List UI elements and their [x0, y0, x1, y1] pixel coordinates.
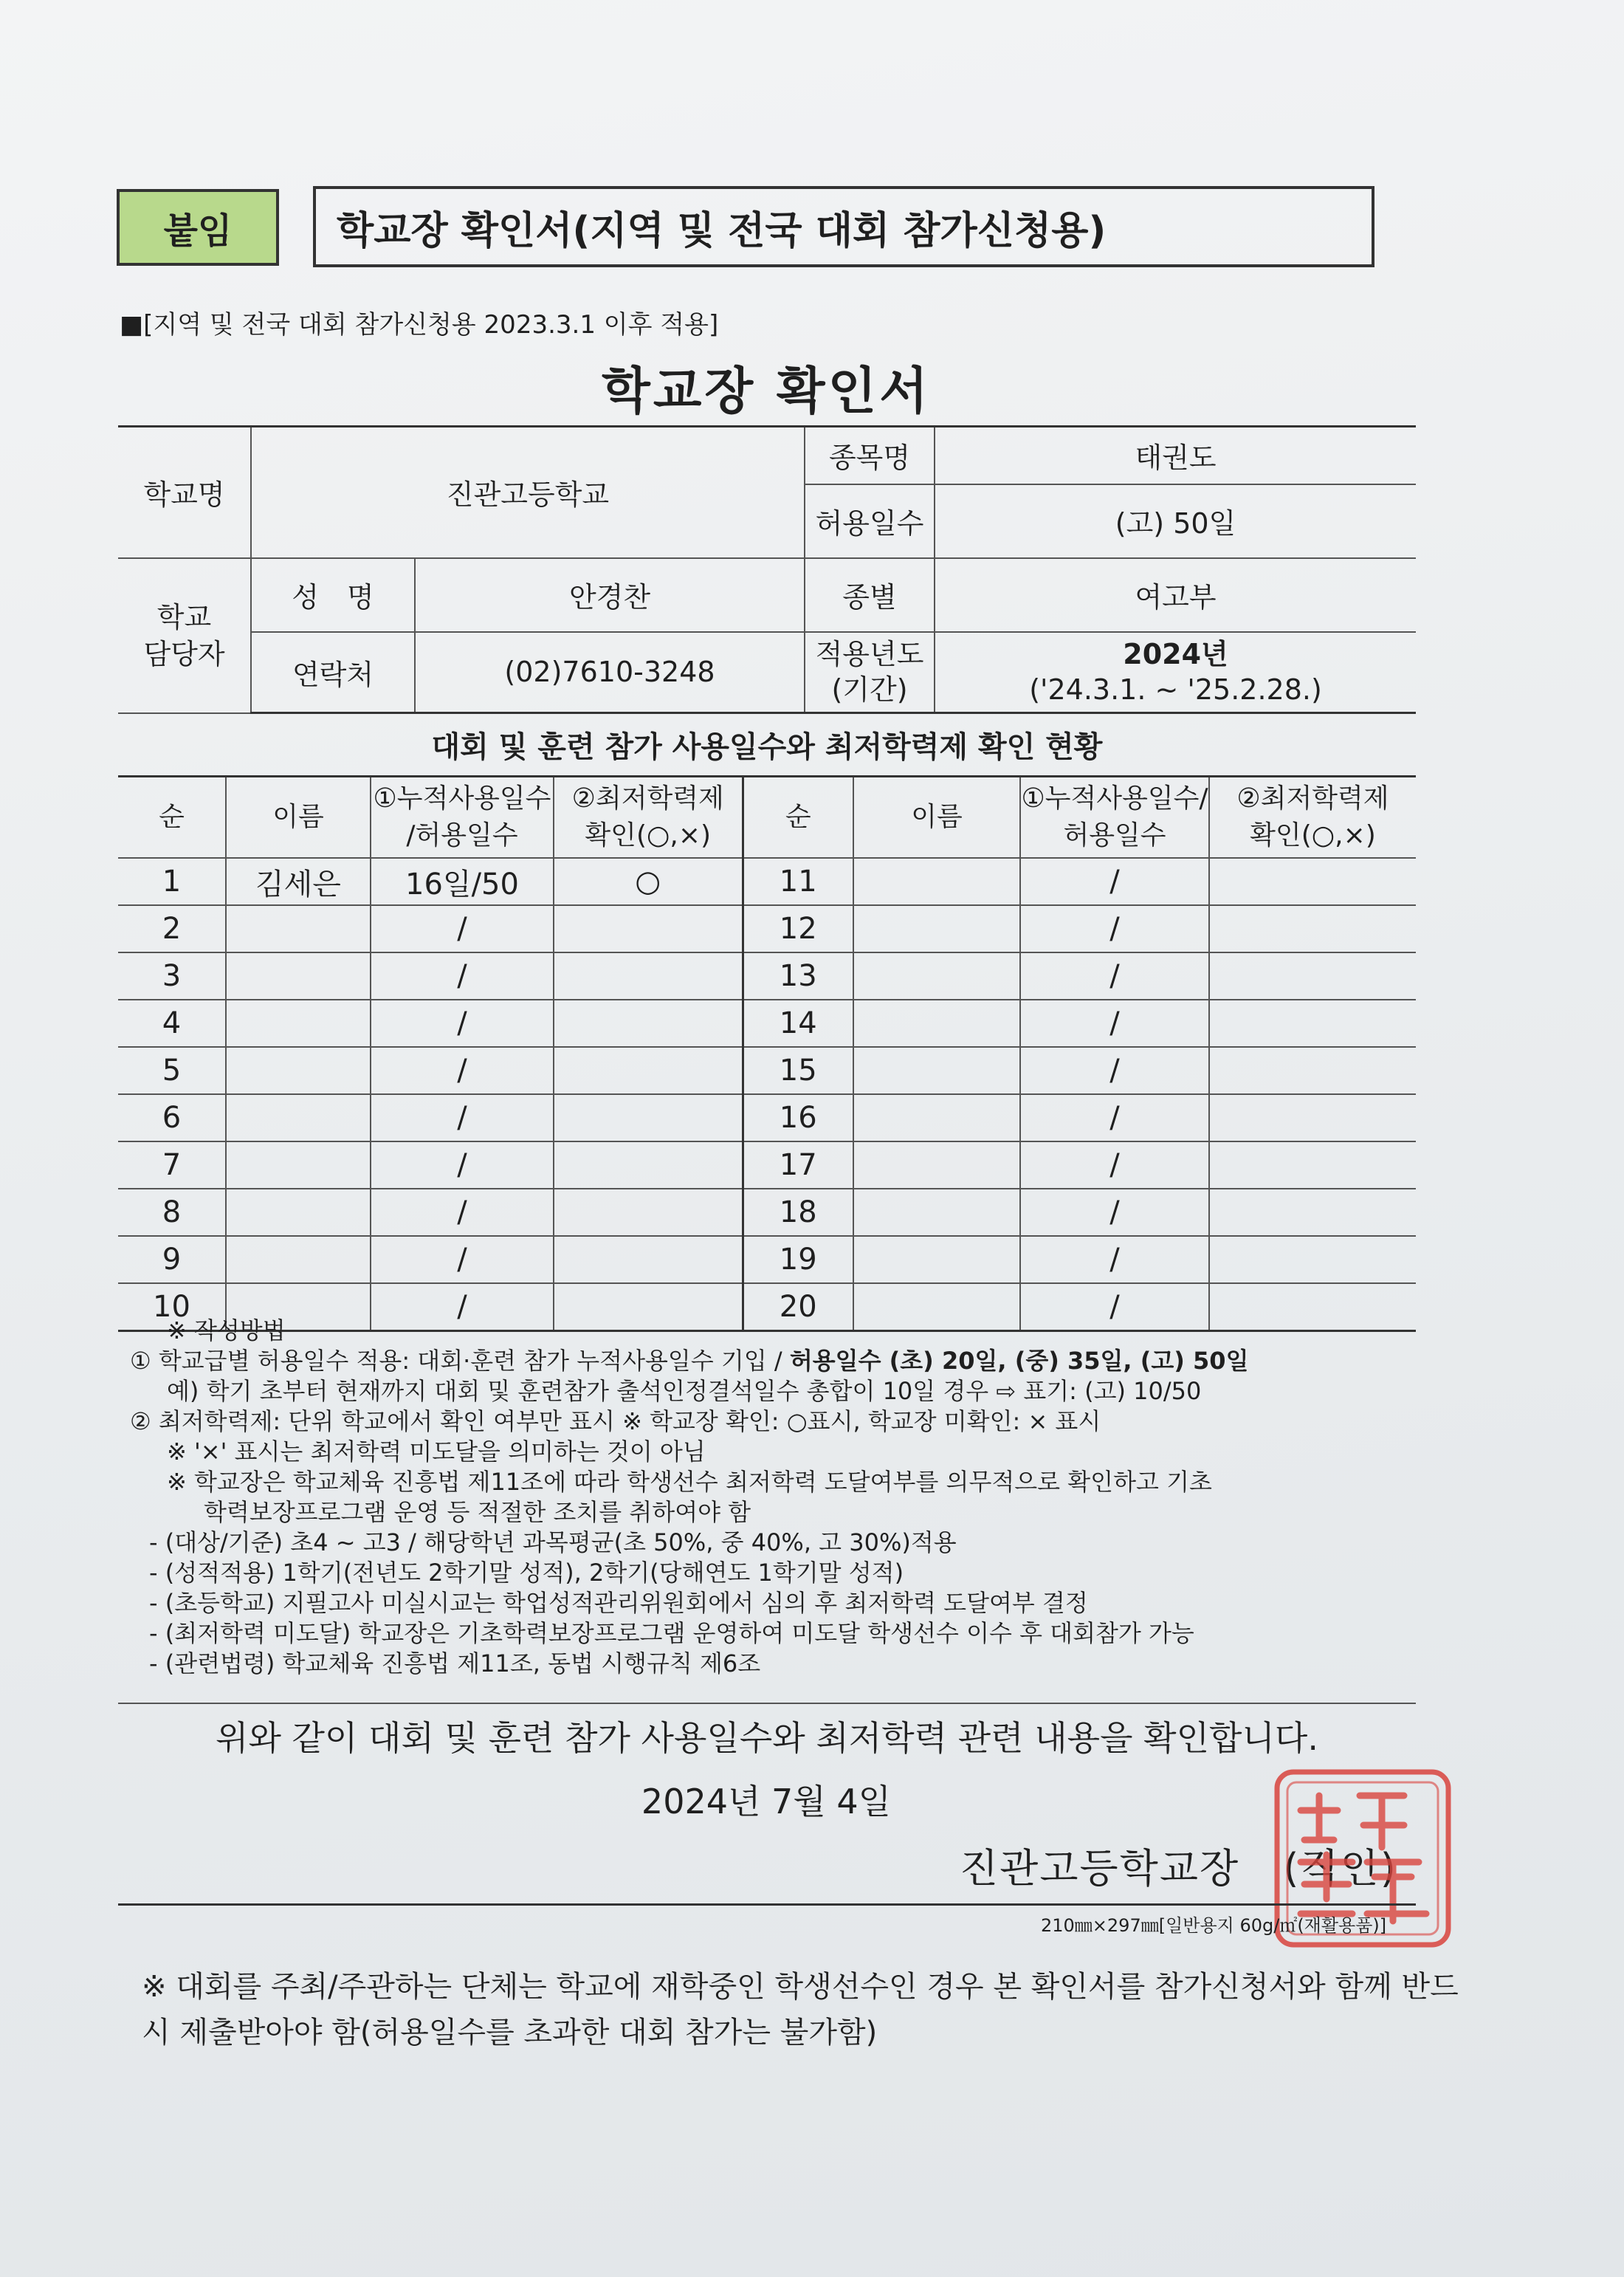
info-table — [118, 425, 1416, 714]
row-days: / — [371, 1000, 554, 1047]
row-name-right — [853, 1047, 1020, 1094]
row-number: 3 — [118, 952, 226, 1000]
row-days: 16일/50 — [371, 858, 554, 905]
row-number: 10 — [118, 1283, 226, 1331]
row-days-right: / — [1020, 1000, 1209, 1047]
instruction-item-1-text: ① 학교급별 허용일수 적용: 대회·훈련 참가 누적사용일수 기입 / — [130, 1347, 790, 1375]
row-number-right: 19 — [743, 1236, 853, 1283]
row-name — [226, 1141, 371, 1189]
row-name — [226, 905, 371, 952]
instruction-item-1-bold: 허용일수 (초) 20일, (중) 35일, (고) 50일 — [789, 1347, 1249, 1375]
row-check-right — [1209, 1236, 1416, 1283]
division-value: 여고부 — [935, 558, 1416, 632]
principal-name: 진관고등학교장 — [960, 1845, 1240, 1892]
row-number-right: 15 — [743, 1047, 853, 1094]
row-number: 9 — [118, 1236, 226, 1283]
section-title: 대회 및 훈련 참가 사용일수와 최저학력제 확인 현황 — [431, 730, 1103, 764]
instruction-example: 예) 학기 초부터 현재까지 대회 및 훈련참가 출석인정결석일수 총합이 10일 경우 ⇨ 표기: (고) 10/50 — [167, 1377, 1202, 1405]
row-number: 4 — [118, 1000, 226, 1047]
application-notice: ■[지역 및 전국 대회 참가신청용 2023.3.1 이후 적용] — [120, 310, 719, 340]
row-check-right — [1209, 905, 1416, 952]
row-name-right — [853, 858, 1020, 905]
bottom-divider — [118, 1903, 1416, 1906]
row-days-right: / — [1020, 858, 1209, 905]
table-row — [118, 1000, 1416, 1047]
row-days: / — [371, 1189, 554, 1236]
divider — [118, 1703, 1416, 1704]
table-row — [118, 1094, 1416, 1141]
document-heading: 학교장 확인서(지역 및 전국 대회 참가신청용) — [313, 186, 1374, 267]
school-value: 진관고등학교 — [251, 427, 805, 558]
instruction-note-1: ※ '×' 표시는 최저학력 미도달을 의미하는 것이 아님 — [167, 1438, 706, 1466]
attachment-badge: 붙임 — [117, 189, 279, 266]
row-days-right: / — [1020, 1283, 1209, 1331]
row-name-right — [853, 1236, 1020, 1283]
instruction-dash-4: - (최저학력 미도달) 학교장은 기초학력보장프로그램 운영하여 미도달 학생선수 이수 후 대회참가 가능 — [149, 1619, 1194, 1647]
col-header-name: 이름 — [226, 777, 371, 859]
allowed-days-value: (고) 50일 — [935, 484, 1416, 558]
name-label: 성 명 — [251, 558, 415, 632]
row-check-right — [1209, 1141, 1416, 1189]
row-days-right: / — [1020, 1047, 1209, 1094]
col-header-no-right: 순 — [743, 777, 853, 859]
row-check — [554, 1141, 743, 1189]
row-days-right: / — [1020, 1094, 1209, 1141]
row-check-right — [1209, 858, 1416, 905]
row-days: / — [371, 952, 554, 1000]
table-row — [118, 1189, 1416, 1236]
row-check-right — [1209, 952, 1416, 1000]
row-name — [226, 1189, 371, 1236]
row-name — [226, 1000, 371, 1047]
row-number-right: 13 — [743, 952, 853, 1000]
row-number: 2 — [118, 905, 226, 952]
instructions-heading: ※ 작성방법 — [167, 1316, 286, 1344]
row-name — [226, 952, 371, 1000]
row-days: / — [371, 1047, 554, 1094]
instruction-item-2: ② 최저학력제: 단위 학교에서 확인 여부만 표시 ※ 학교장 확인: ○표시, 학교장 미확인: × 표시 — [130, 1407, 1101, 1435]
row-number-right: 17 — [743, 1141, 853, 1189]
year-period: ('24.3.1. ~ '25.2.28.) — [1029, 673, 1322, 707]
table-row — [118, 905, 1416, 952]
instruction-note-2: ※ 학교장은 학교체육 진흥법 제11조에 따라 학생선수 최저학력 도달여부를 의무적으로 확인하고 기초 — [167, 1468, 1212, 1496]
col-header-name-right: 이름 — [853, 777, 1020, 859]
year-label: 적용년도 (기간) — [805, 632, 935, 713]
col-header-days-right: ①누적사용일수/ 허용일수 — [1020, 777, 1209, 859]
table-row — [118, 952, 1416, 1000]
row-number: 6 — [118, 1094, 226, 1141]
instruction-dash-2: - (성적적용) 1학기(전년도 2학기말 성적), 2학기(당해연도 1학기말 성적) — [149, 1559, 904, 1587]
row-check — [554, 952, 743, 1000]
row-number-right: 14 — [743, 1000, 853, 1047]
row-check: ○ — [554, 858, 743, 905]
row-name: 김세은 — [226, 858, 371, 905]
row-name — [226, 1047, 371, 1094]
year-value: 2024년 — [1123, 638, 1228, 671]
row-days-right: / — [1020, 905, 1209, 952]
page-title: 학교장 확인서 — [602, 363, 931, 421]
table-row — [118, 1047, 1416, 1094]
instruction-dash-5: - (관련법령) 학교체육 진흥법 제11조, 동법 시행규칙 제6조 — [149, 1649, 761, 1677]
row-number: 8 — [118, 1189, 226, 1236]
row-name-right — [853, 1141, 1020, 1189]
name-value: 안경찬 — [415, 558, 805, 632]
row-check — [554, 1094, 743, 1141]
manager-label: 학교 담당자 — [118, 558, 251, 713]
row-number-right: 16 — [743, 1094, 853, 1141]
table-row — [118, 1236, 1416, 1283]
row-days: / — [371, 1094, 554, 1141]
instruction-dash-1: - (대상/기준) 초4 ~ 고3 / 해당학년 과목평균(초 50%, 중 40%, 고 30%)적용 — [149, 1528, 957, 1556]
col-header-days: ①누적사용일수 /허용일수 — [371, 777, 554, 859]
col-header-no: 순 — [118, 777, 226, 859]
row-days: / — [371, 905, 554, 952]
instructions — [130, 1316, 1429, 1679]
contact-value: (02)7610-3248 — [415, 632, 805, 713]
table-header-row — [118, 777, 1416, 859]
instruction-dash-3: - (초등학교) 지필고사 미실시교는 학업성적관리위원회에서 심의 후 최저학력 도달여부 결정 — [149, 1589, 1088, 1617]
row-check-right — [1209, 1000, 1416, 1047]
row-days-right: / — [1020, 1236, 1209, 1283]
row-name — [226, 1236, 371, 1283]
row-check — [554, 1236, 743, 1283]
issue-date: 2024년 7월 4일 — [641, 1782, 892, 1821]
row-number-right: 11 — [743, 858, 853, 905]
row-check — [554, 1047, 743, 1094]
row-check-right — [1209, 1094, 1416, 1141]
row-name-right — [853, 952, 1020, 1000]
table-row — [118, 858, 1416, 905]
row-check — [554, 905, 743, 952]
year-cell — [935, 632, 1416, 713]
row-number-right: 18 — [743, 1189, 853, 1236]
division-label: 종별 — [805, 558, 935, 632]
instruction-note-2-cont: 학력보장프로그램 운영 등 적절한 조치를 취하여야 함 — [204, 1498, 751, 1526]
footer-note: ※ 대회를 주최/주관하는 단체는 학교에 재학중인 학생선수인 경우 본 확인서를 참가신청서와 함께 반드시 제출받아야 함(허용일수를 초과한 대회 참가는 불가함) — [142, 1970, 1459, 2050]
row-number: 5 — [118, 1047, 226, 1094]
row-days: / — [371, 1236, 554, 1283]
row-check-right — [1209, 1189, 1416, 1236]
row-days: / — [371, 1283, 554, 1331]
row-number-right: 12 — [743, 905, 853, 952]
paper-spec: 210㎜×297㎜[일반용지 60g/㎡(재활용품)] — [1041, 1915, 1387, 1936]
row-name-right — [853, 1189, 1020, 1236]
table-row — [118, 1141, 1416, 1189]
row-number: 7 — [118, 1141, 226, 1189]
row-days-right: / — [1020, 1141, 1209, 1189]
col-header-check-right: ②최저학력제 확인(○,×) — [1209, 777, 1416, 859]
seal-mark: (직인) — [1283, 1845, 1397, 1892]
event-label: 종목명 — [805, 427, 935, 484]
row-number: 1 — [118, 858, 226, 905]
instruction-item-1 — [130, 1346, 1429, 1376]
participation-table — [118, 775, 1416, 1332]
row-check-right — [1209, 1047, 1416, 1094]
row-check — [554, 1000, 743, 1047]
row-name-right — [853, 1094, 1020, 1141]
row-name-right — [853, 905, 1020, 952]
row-name-right — [853, 1000, 1020, 1047]
row-check — [554, 1189, 743, 1236]
event-value: 태권도 — [935, 427, 1416, 484]
row-days-right: / — [1020, 1189, 1209, 1236]
row-name — [226, 1094, 371, 1141]
row-days: / — [371, 1141, 554, 1189]
school-label: 학교명 — [118, 427, 251, 558]
col-header-check: ②최저학력제 확인(○,×) — [554, 777, 743, 859]
row-days-right: / — [1020, 952, 1209, 1000]
allowed-days-label: 허용일수 — [805, 484, 935, 558]
confirmation-text: 위와 같이 대회 및 훈련 참가 사용일수와 최저학력 관련 내용을 확인합니다. — [216, 1718, 1318, 1758]
contact-label: 연락처 — [251, 632, 415, 713]
row-number-right: 20 — [743, 1283, 853, 1331]
